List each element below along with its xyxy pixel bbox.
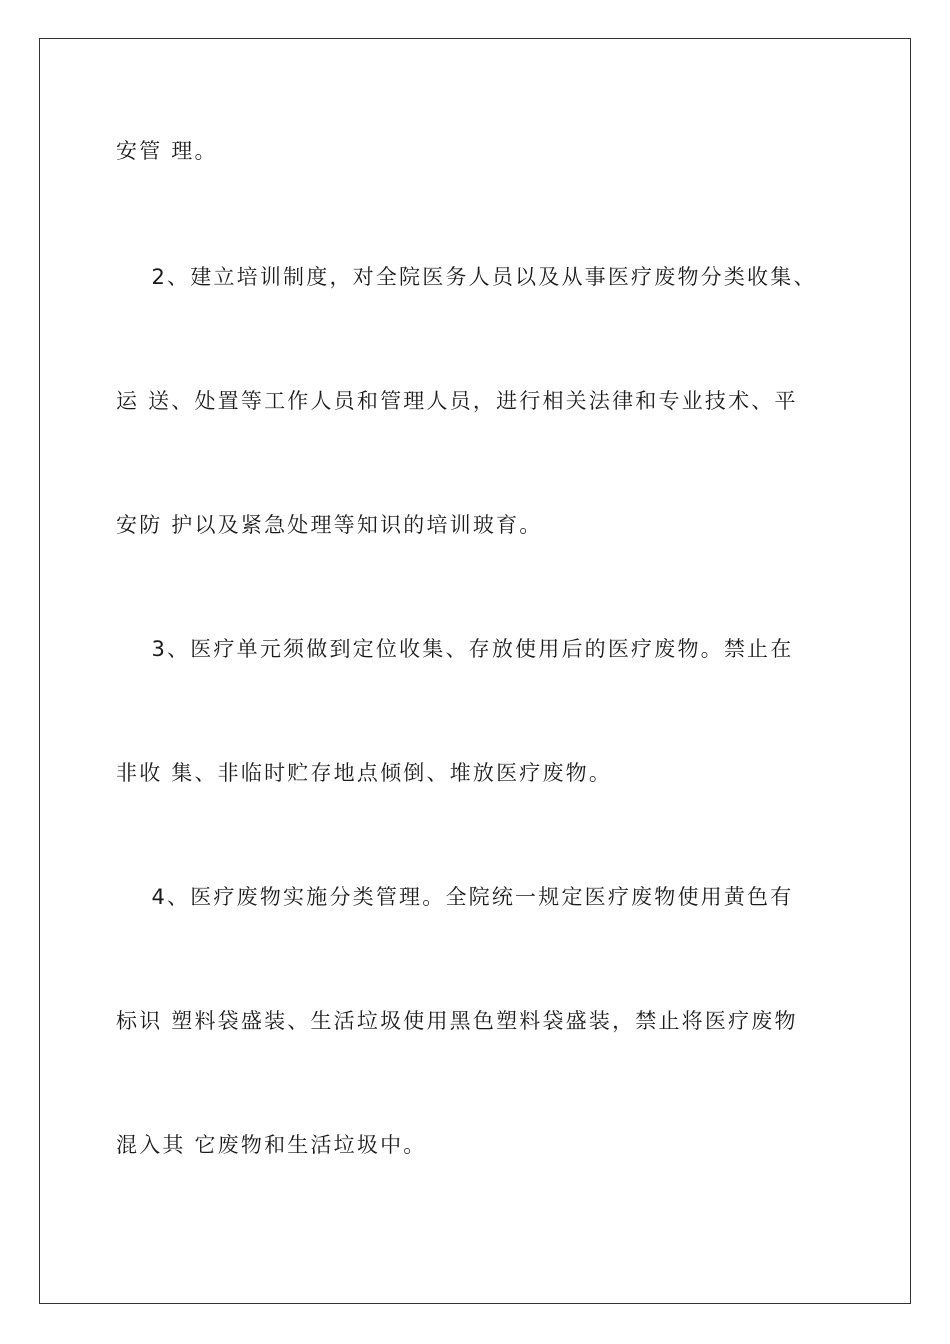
text-line: 2、建立培训制度，对全院医务人员以及从事医疗废物分类收集、 xyxy=(116,265,817,289)
text-line: 安管 理。 xyxy=(116,139,218,163)
text-line: 非收 集、非临时贮存地点倾倒、堆放医疗废物。 xyxy=(116,761,613,785)
page-frame xyxy=(39,38,911,1304)
text-line: 安防 护以及紧急处理等知识的培训玻育。 xyxy=(116,513,543,537)
text-line: 运 送、处置等工作人员和管理人员，进行相关法律和专业技术、平 xyxy=(116,389,798,413)
text-line: 标识 塑料袋盛装、生活垃圾使用黑色塑料袋盛装，禁止将医疗废物 xyxy=(116,1009,798,1033)
text-line: 4、医疗废物实施分类管理。全院统一规定医疗废物使用黄色有 xyxy=(116,885,794,909)
text-line: 3、医疗单元须做到定位收集、存放使用后的医疗废物。禁止在 xyxy=(116,637,794,661)
text-line: 混入其 它废物和生活垃圾中。 xyxy=(116,1133,427,1157)
